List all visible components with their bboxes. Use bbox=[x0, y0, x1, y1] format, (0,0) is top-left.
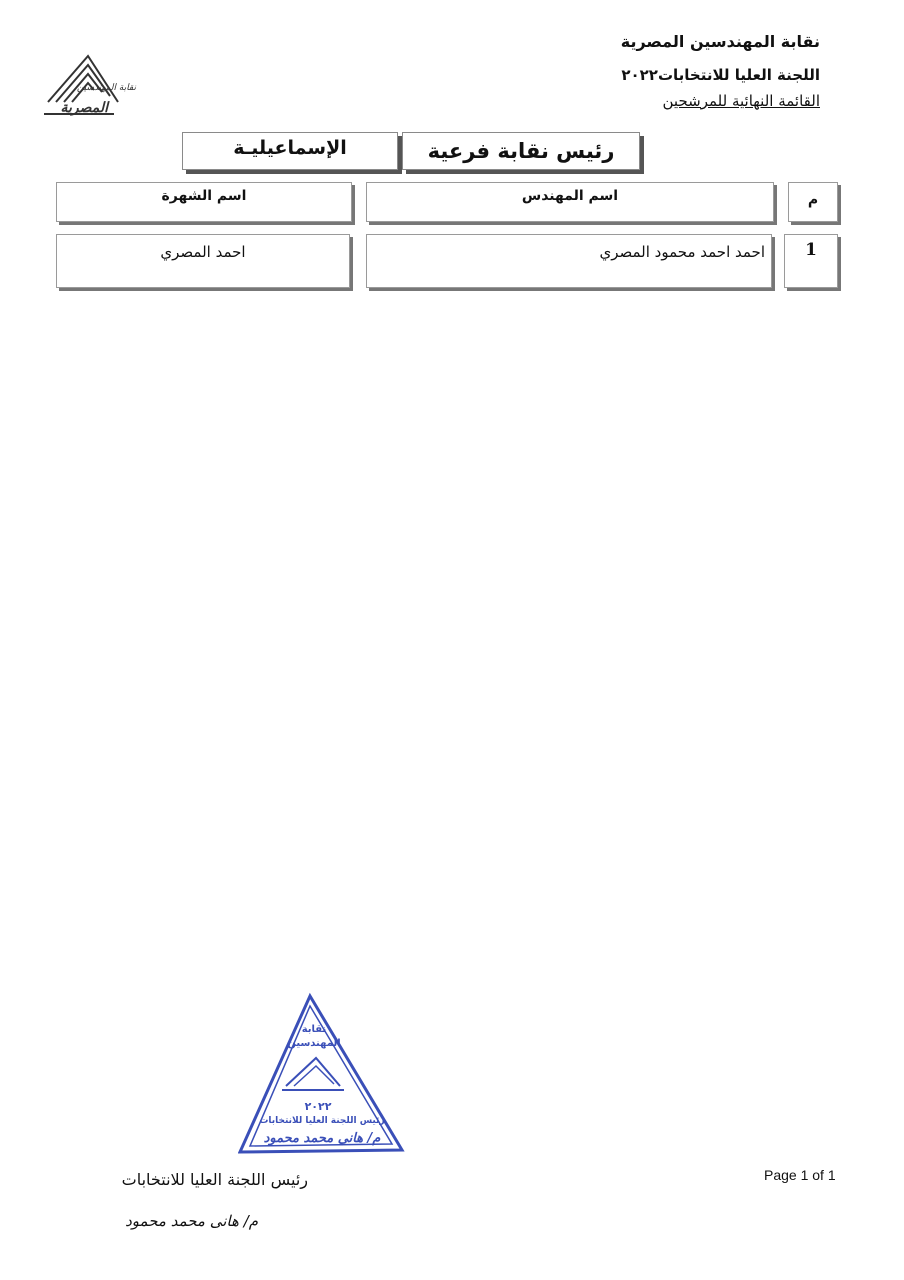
page-number: Page 1 of 1 bbox=[764, 1167, 836, 1183]
row-name: احمد احمد محمود المصري bbox=[599, 243, 765, 261]
stamp-line2: المهندسين bbox=[287, 1038, 341, 1049]
header-index-cell bbox=[788, 182, 838, 222]
logo-text-top: نقابة المهندسين bbox=[76, 83, 136, 93]
header-index: م bbox=[807, 192, 819, 208]
branch-box bbox=[182, 132, 398, 170]
committee-title: اللجنة العليا للانتخابات٢٠٢٢ bbox=[621, 66, 820, 84]
header-nickname: اسم الشهرة bbox=[161, 188, 247, 204]
row-nickname-cell bbox=[56, 234, 350, 288]
signatory-name: م/ هانى محمد محمود bbox=[125, 1212, 258, 1230]
position-title: رئيس نقابة فرعية bbox=[427, 139, 615, 163]
syndicate-logo bbox=[36, 46, 146, 126]
stamp-year: ٢٠٢٢ bbox=[304, 1100, 332, 1113]
row-nickname: احمد المصري bbox=[160, 243, 246, 261]
header-nickname-cell bbox=[56, 182, 352, 222]
signatory-title: رئيس اللجنة العليا للانتخابات bbox=[121, 1170, 308, 1189]
list-title: القائمة النهائية للمرشحين bbox=[662, 92, 820, 110]
header-name-cell bbox=[366, 182, 774, 222]
header-name: اسم المهندس bbox=[521, 188, 619, 204]
committee-stamp bbox=[238, 992, 406, 1164]
row-name-cell bbox=[366, 234, 772, 288]
position-title-box bbox=[402, 132, 640, 170]
branch-name: الإسماعيليـة bbox=[233, 137, 347, 159]
stamp-line1: نقابة bbox=[301, 1024, 327, 1035]
row-index: 1 bbox=[805, 240, 817, 260]
stamp-name: م/ هاني محمد محمود bbox=[263, 1131, 381, 1146]
logo-text-bottom: المصرية bbox=[60, 100, 108, 116]
org-name: نقابة المهندسين المصرية bbox=[620, 32, 820, 51]
stamp-role: رئيس اللجنة العليا للانتخابات bbox=[259, 1116, 385, 1126]
row-index-cell bbox=[784, 234, 838, 288]
